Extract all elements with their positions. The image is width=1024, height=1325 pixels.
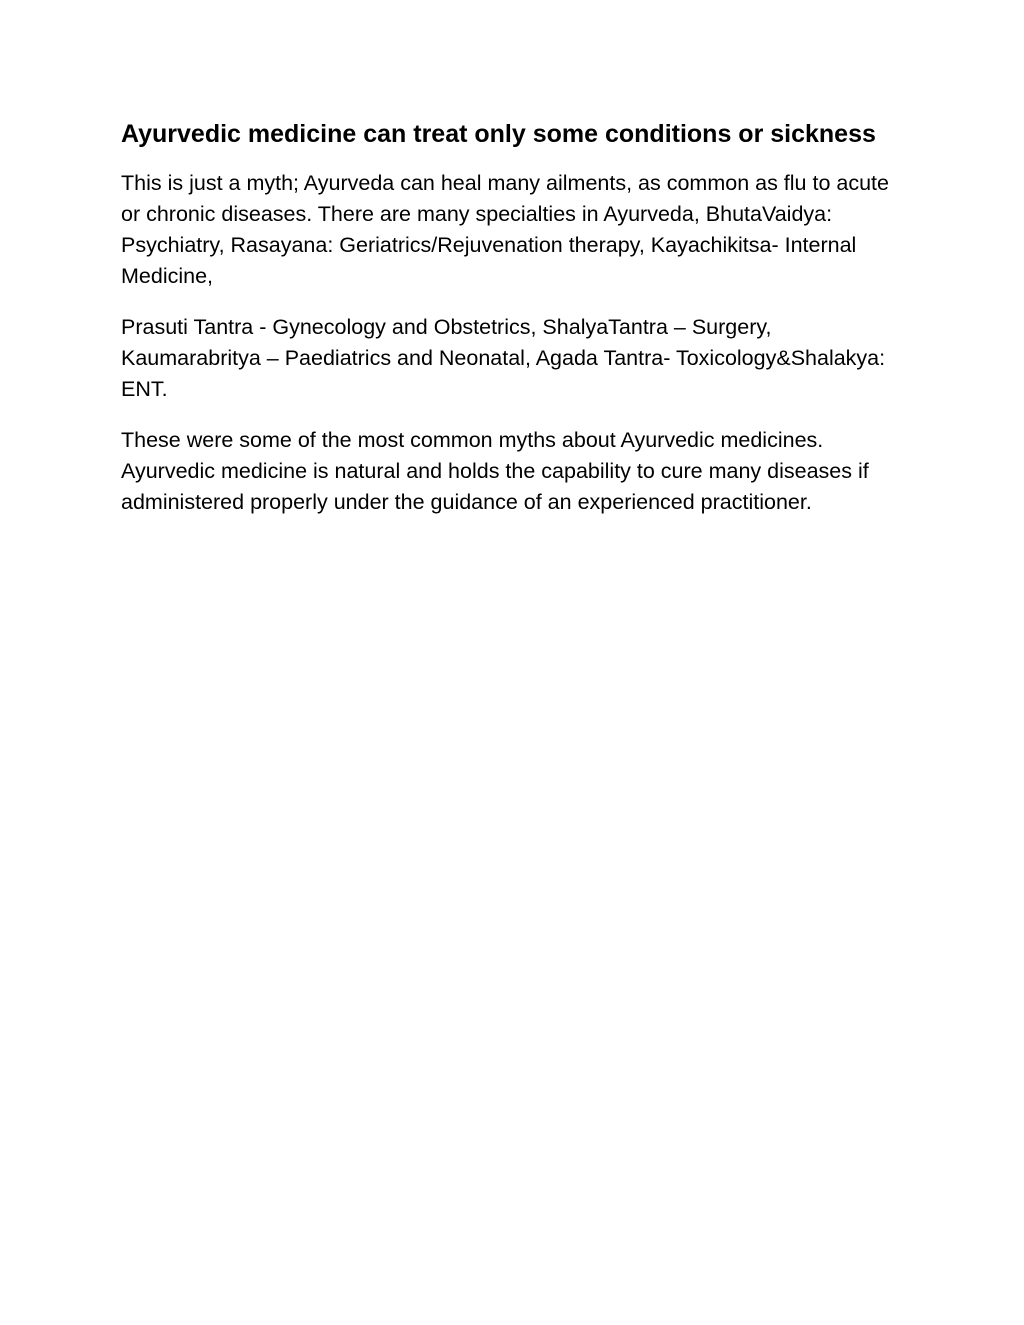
paragraph-conclusion: These were some of the most common myths about Ayurvedic medicines. Ayurvedic medicine is natural and holds the capability to cure many diseases if administered properly under the guidance of an experienced practitioner. bbox=[121, 428, 869, 514]
paragraph-more-specialties: Prasuti Tantra - Gynecology and Obstetrics, ShalyaTantra – Surgery, Kaumarabritya – Paediatrics and Neonatal, Agada Tantra- Toxicology&Shalakya: ENT. bbox=[121, 315, 886, 401]
paragraph-specialties: This is just a myth; Ayurveda can heal many ailments, as common as flu to acute or chronic diseases. There are many specialties in Ayurveda, BhutaVaidya: Psychiatry, Rasayana: Geriatrics/Rejuvenation therapy, Kayachikitsa- Internal Medicine, bbox=[121, 171, 889, 288]
section-heading: Ayurvedic medicine can treat only some conditions or sickness bbox=[121, 120, 876, 148]
document-body bbox=[121, 117, 911, 538]
